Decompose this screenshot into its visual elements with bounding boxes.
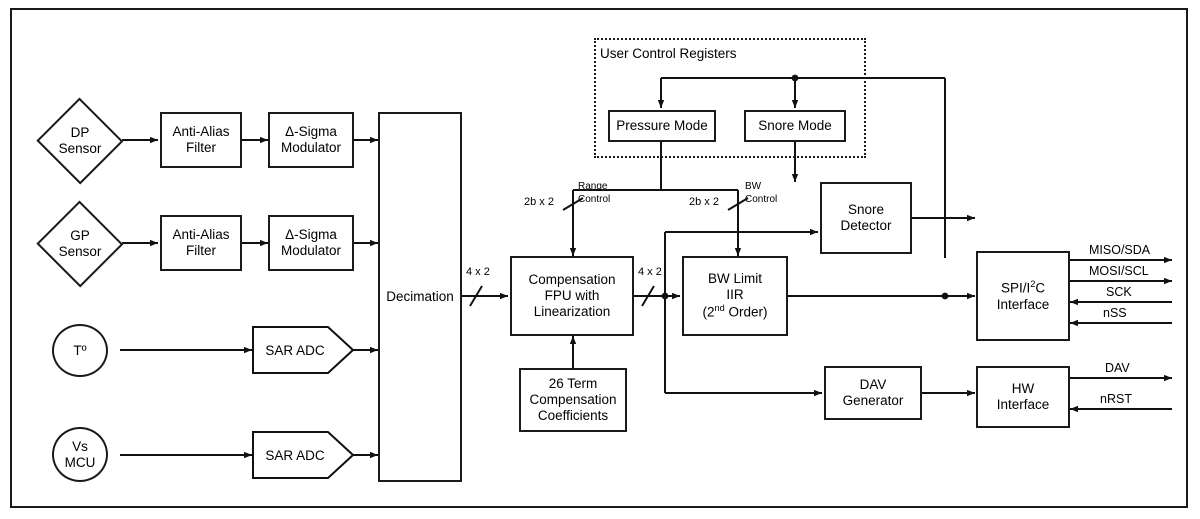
dav-generator-line-1: DAV	[859, 377, 887, 393]
snore-detector-line-1: Snore	[847, 202, 885, 218]
bw-limit-line-2: IIR	[726, 287, 744, 303]
temperature-sensor-block	[52, 324, 108, 377]
sck-label: SCK	[1106, 285, 1132, 299]
snore-detector-block	[820, 182, 912, 254]
vs-mcu-block	[52, 427, 108, 482]
decimation-output-bus-label: 4 x 2	[466, 266, 490, 278]
gp-sensor-line-2: Sensor	[58, 244, 102, 259]
temperature-sensor-label: Tº	[73, 342, 87, 358]
bw-limit-order-pre: (2	[702, 304, 715, 320]
range-control-label-line-2: Control	[578, 194, 611, 205]
compensation-line-1: Compensation	[528, 272, 616, 288]
aaf2-line-1: Anti-Alias	[172, 227, 230, 243]
mod1-line-2: Modulator	[280, 140, 342, 155]
mod1-line-1: Δ-Sigma	[285, 124, 337, 140]
aaf1-line-1: Anti-Alias	[172, 124, 230, 140]
sar-adc-1-block	[252, 326, 354, 374]
miso-sda-label: MISO/SDA	[1089, 243, 1151, 257]
gp-sensor-block	[36, 201, 124, 287]
hw-interface-line-1: HW	[1011, 381, 1035, 397]
delta-sigma-modulator-2-block	[268, 215, 354, 271]
sar-adc-1-label: SAR ADC	[265, 342, 325, 358]
bw-bits-label: 2b x 2	[689, 196, 719, 208]
dav-generator-block	[824, 366, 922, 420]
compensation-output-bus-label: 4 x 2	[638, 266, 662, 278]
coefficients-line-3: Coefficients	[537, 407, 609, 423]
bw-control-label-line-1: BW	[745, 181, 762, 192]
dp-sensor-block	[36, 98, 124, 184]
dp-sensor-line-1: DP	[70, 125, 90, 141]
pressure-mode-register[interactable]	[608, 110, 716, 142]
decimation-label: Decimation	[386, 289, 454, 305]
compensation-line-3: Linearization	[533, 303, 611, 319]
anti-alias-filter-2-block	[160, 215, 242, 271]
range-bits-label: 2b x 2	[524, 196, 554, 208]
range-control-label-line-1: Range	[578, 181, 608, 192]
compensation-line-2: FPU with	[544, 288, 600, 304]
bw-limit-iir-block	[682, 256, 788, 336]
bw-limit-order-post: Order)	[724, 304, 768, 320]
spi-interface-line-1	[1001, 279, 1045, 296]
spi-label-post: C	[1035, 280, 1046, 296]
dp-sensor-line-2: Sensor	[58, 141, 102, 156]
mod2-line-1: Δ-Sigma	[285, 227, 337, 243]
mosi-scl-label: MOSI/SCL	[1089, 264, 1149, 278]
bw-limit-line-3	[703, 303, 768, 320]
nss-label: nSS	[1103, 306, 1127, 320]
compensation-coefficients-block	[519, 368, 627, 432]
anti-alias-filter-1-block	[160, 112, 242, 168]
snore-mode-register[interactable]	[744, 110, 846, 142]
sar-adc-2-block	[252, 431, 354, 479]
dp-sensor-text	[36, 98, 124, 184]
hw-interface-block	[976, 366, 1070, 428]
vs-mcu-line-2: MCU	[64, 454, 96, 470]
sar-adc-2-label: SAR ADC	[265, 447, 325, 463]
nrst-label: nRST	[1100, 392, 1132, 406]
decimation-block	[378, 112, 462, 482]
bw-limit-line-1: BW Limit	[708, 271, 762, 287]
spi-i2c-interface-block	[976, 251, 1070, 341]
bw-limit-order-sup: nd	[714, 303, 725, 314]
coefficients-line-1: 26 Term	[548, 376, 598, 392]
user-control-registers-label: User Control Registers	[600, 46, 737, 61]
aaf1-line-2: Filter	[186, 140, 216, 155]
compensation-fpu-block	[510, 256, 634, 336]
dav-label: DAV	[1105, 361, 1130, 375]
delta-sigma-modulator-1-block	[268, 112, 354, 168]
spi-label-sup: 2	[1030, 279, 1036, 290]
pressure-mode-label: Pressure Mode	[616, 118, 708, 134]
gp-sensor-line-1: GP	[70, 228, 90, 244]
coefficients-line-2: Compensation	[529, 392, 617, 408]
spi-interface-line-2: Interface	[996, 296, 1050, 312]
snore-detector-line-2: Detector	[840, 218, 892, 233]
hw-interface-line-2: Interface	[996, 397, 1050, 412]
aaf2-line-2: Filter	[186, 243, 216, 258]
gp-sensor-text	[36, 201, 124, 287]
spi-label-pre: SPI/I	[1000, 280, 1031, 296]
snore-mode-label: Snore Mode	[758, 118, 832, 134]
vs-mcu-line-1: Vs	[72, 438, 88, 454]
mod2-line-2: Modulator	[280, 243, 342, 258]
bw-control-label-line-2: Control	[745, 194, 778, 205]
dav-generator-line-2: Generator	[842, 393, 904, 408]
